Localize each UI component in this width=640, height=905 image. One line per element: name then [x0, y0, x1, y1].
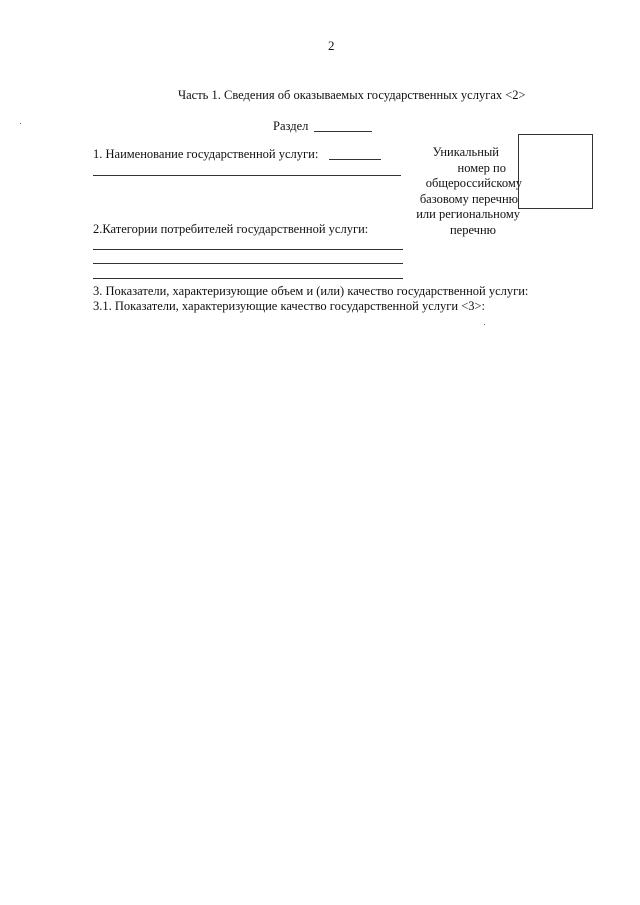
- unique-number-line-3: общероссийскому: [425, 176, 522, 190]
- service-name-blank-inline: [329, 159, 381, 160]
- unique-number-line-1: Уникальный: [432, 145, 499, 159]
- unique-number-line-4: базовому перечню: [419, 191, 518, 206]
- service-name-blank-line: [93, 175, 401, 176]
- section-number-blank: [314, 131, 372, 132]
- unique-number-line-6: перечню: [449, 222, 496, 237]
- page-number: 2: [328, 38, 335, 53]
- scan-speck: [20, 123, 21, 124]
- scan-speck: [484, 324, 485, 325]
- part-heading: Часть 1. Сведения об оказываемых государственных услугах <2>: [178, 88, 526, 102]
- consumer-blank-line-3: [93, 278, 403, 279]
- indicators-heading: 3. Показатели, характеризующие объем и (или) качество государственной услуги:: [93, 284, 529, 298]
- unique-number-line-5: или региональному: [416, 207, 520, 221]
- consumer-categories-label: 2.Категории потребителей государственной услуги:: [93, 222, 369, 236]
- section-label: Раздел: [273, 119, 309, 133]
- quality-indicators-heading: 3.1. Показатели, характеризующие качество государственной услуги <3>:: [93, 299, 486, 313]
- service-name-label: 1. Наименование государственной услуги:: [93, 147, 319, 161]
- unique-number-label: [386, 145, 526, 238]
- consumer-blank-line-2: [93, 263, 403, 264]
- consumer-blank-line-1: [93, 249, 403, 250]
- unique-number-line-2: номер по: [457, 160, 506, 175]
- unique-number-box[interactable]: [518, 134, 593, 209]
